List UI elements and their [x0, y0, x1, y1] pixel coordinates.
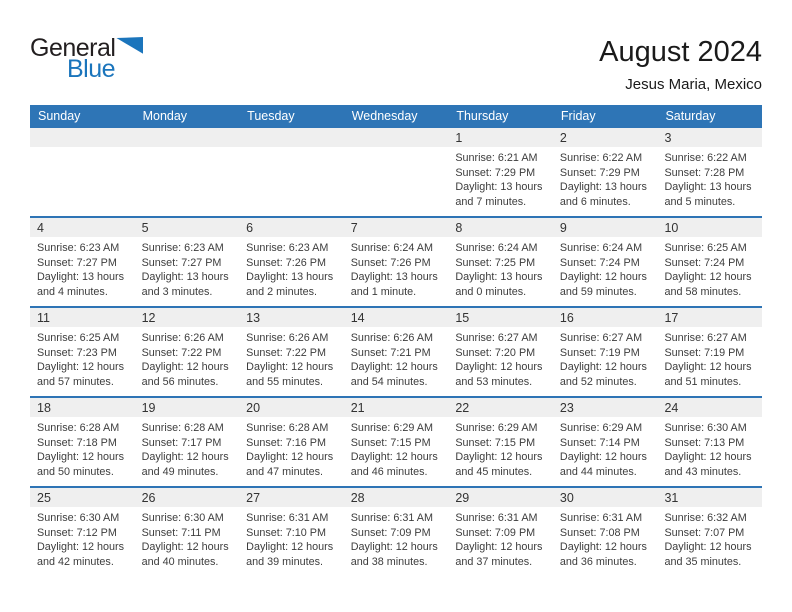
sun-info-line: Sunrise: 6:21 AM — [455, 152, 538, 164]
day-number: 27 — [246, 490, 261, 505]
sun-info-line: Daylight: 12 hours — [350, 541, 438, 554]
day-number-band — [344, 488, 449, 507]
day-cell-13 — [239, 308, 344, 396]
day-cell-body — [30, 147, 135, 151]
day-number: 7 — [350, 220, 358, 235]
sun-info-line: and 51 minutes. — [664, 375, 742, 388]
sun-info-line: Sunset: 7:14 PM — [559, 436, 640, 449]
day-number-band — [553, 488, 658, 507]
day-cell-25 — [30, 488, 135, 576]
day-cell-body — [30, 417, 135, 479]
day-cell-body — [135, 237, 240, 299]
sun-info-line: and 0 minutes. — [455, 285, 527, 298]
sun-info-line: Sunrise: 6:27 AM — [455, 332, 538, 344]
sun-info-line: Daylight: 12 hours — [141, 361, 229, 374]
sun-info-line: and 35 minutes. — [664, 555, 742, 568]
sun-info-line: Daylight: 12 hours — [37, 361, 125, 374]
sun-info-line: Sunset: 7:12 PM — [37, 526, 117, 539]
sun-info-line: Sunrise: 6:26 AM — [141, 332, 224, 344]
day-cell-body — [344, 147, 449, 151]
sun-info-line: Daylight: 12 hours — [350, 361, 438, 374]
day-cell-11 — [30, 308, 135, 396]
sun-info-line: Sunrise: 6:28 AM — [141, 422, 224, 434]
day-number: 9 — [559, 220, 567, 235]
day-number: 5 — [141, 220, 149, 235]
sun-info-line: and 58 minutes. — [664, 285, 742, 298]
logo-triangle-icon — [116, 37, 143, 54]
sun-info-line: and 3 minutes. — [141, 285, 213, 298]
day-number-band — [553, 218, 658, 237]
day-number-band — [239, 218, 344, 237]
day-cell-17 — [657, 308, 762, 396]
day-number: 12 — [141, 310, 156, 325]
sun-info-line: Daylight: 12 hours — [559, 361, 647, 374]
day-number: 22 — [455, 400, 470, 415]
day-number-band — [344, 308, 449, 327]
sun-info-line: Sunset: 7:18 PM — [37, 436, 117, 449]
sun-info-line: and 55 minutes. — [246, 375, 323, 388]
day-number: 26 — [141, 490, 156, 505]
sun-info-line: Sunrise: 6:22 AM — [559, 152, 643, 164]
sun-info-line: Sunset: 7:09 PM — [455, 526, 536, 539]
sun-info-line: Daylight: 13 hours — [455, 271, 543, 284]
day-header-tuesday: Tuesday — [247, 108, 295, 123]
sun-info-line: and 57 minutes. — [37, 375, 114, 388]
sun-info-line: Sunrise: 6:23 AM — [141, 242, 224, 254]
day-header-thursday: Thursday — [456, 108, 509, 123]
sun-info-line: Sunrise: 6:30 AM — [37, 512, 120, 524]
sun-info-line: Sunrise: 6:32 AM — [664, 512, 747, 524]
sun-info-line: and 40 minutes. — [141, 555, 219, 568]
sun-info-line: Sunrise: 6:30 AM — [141, 512, 224, 524]
sun-info-line: Sunrise: 6:22 AM — [664, 152, 747, 164]
day-number-band — [135, 398, 240, 417]
day-number: 23 — [559, 400, 574, 415]
day-cell-body — [657, 507, 762, 569]
calendar-grid — [30, 105, 762, 576]
day-cell-body — [448, 147, 553, 209]
sun-info-line: and 4 minutes. — [37, 285, 108, 298]
day-number: 11 — [37, 310, 50, 325]
sun-info-line: Sunset: 7:26 PM — [350, 256, 431, 269]
week-row — [30, 216, 762, 306]
sun-info-line: Sunset: 7:16 PM — [246, 436, 326, 449]
sun-info-line: Sunset: 7:19 PM — [559, 346, 640, 359]
day-number: 19 — [141, 400, 156, 415]
sun-info-line: Daylight: 12 hours — [141, 541, 229, 554]
day-cell-30 — [553, 488, 658, 576]
day-header-wednesday: Wednesday — [351, 108, 418, 123]
day-cell-19 — [135, 398, 240, 486]
day-cell-1 — [448, 128, 553, 216]
sun-info-line: and 37 minutes. — [455, 555, 533, 568]
sun-info-line: Sunrise: 6:27 AM — [664, 332, 747, 344]
sun-info-line: Daylight: 13 hours — [141, 271, 229, 284]
sun-info-line: Daylight: 13 hours — [37, 271, 125, 284]
sun-info-line: and 54 minutes. — [350, 375, 428, 388]
sun-info-line: and 56 minutes. — [141, 375, 219, 388]
empty-day-cell — [30, 128, 135, 216]
day-number-band — [553, 398, 658, 417]
day-number: 18 — [37, 400, 51, 415]
day-cell-20 — [239, 398, 344, 486]
day-number-band — [30, 398, 135, 417]
day-number-band — [135, 218, 240, 237]
day-cell-15 — [448, 308, 553, 396]
day-number: 20 — [246, 400, 261, 415]
day-number-band — [239, 128, 344, 147]
sun-info-line: and 2 minutes. — [246, 285, 317, 298]
day-number-band — [657, 488, 762, 507]
sun-info-line: Daylight: 13 hours — [246, 271, 334, 284]
sun-info-line: Sunset: 7:24 PM — [559, 256, 640, 269]
sun-info-line: Daylight: 12 hours — [559, 271, 647, 284]
sun-info-line: Sunrise: 6:30 AM — [664, 422, 747, 434]
sun-info-line: Sunset: 7:29 PM — [455, 166, 536, 179]
day-cell-22 — [448, 398, 553, 486]
sun-info-line: Sunset: 7:08 PM — [559, 526, 640, 539]
general-blue-logo — [30, 36, 143, 82]
sun-info-line: Sunrise: 6:29 AM — [455, 422, 538, 434]
sun-info-line: and 43 minutes. — [664, 465, 742, 478]
day-number: 16 — [559, 310, 574, 325]
day-number: 25 — [37, 490, 51, 505]
day-cell-body — [239, 507, 344, 569]
day-cell-body — [30, 507, 135, 569]
day-cell-body — [135, 507, 240, 569]
day-number: 6 — [246, 220, 254, 235]
sun-info-line: Daylight: 12 hours — [350, 451, 438, 464]
sun-info-line: Daylight: 12 hours — [246, 361, 334, 374]
week-row — [30, 126, 762, 216]
sun-info-line: and 42 minutes. — [37, 555, 114, 568]
sun-info-line: Sunset: 7:10 PM — [246, 526, 326, 539]
day-cell-body — [344, 327, 449, 389]
day-cell-10 — [657, 218, 762, 306]
day-cell-body — [135, 417, 240, 479]
day-cell-body — [553, 147, 658, 209]
sun-info-line: Sunset: 7:17 PM — [141, 436, 222, 449]
day-cell-body — [30, 327, 135, 389]
empty-day-cell — [344, 128, 449, 216]
sun-info-line: and 38 minutes. — [350, 555, 428, 568]
sun-info-line: Sunset: 7:15 PM — [455, 436, 536, 449]
day-cell-26 — [135, 488, 240, 576]
empty-day-cell — [239, 128, 344, 216]
day-number-band — [239, 308, 344, 327]
day-cell-12 — [135, 308, 240, 396]
day-cell-body — [448, 417, 553, 479]
day-number: 31 — [664, 490, 679, 505]
sun-info-line: Sunset: 7:07 PM — [664, 526, 745, 539]
day-number-band — [448, 398, 553, 417]
day-number-band — [553, 308, 658, 327]
day-number: 15 — [455, 310, 470, 325]
day-cell-28 — [344, 488, 449, 576]
day-number-band — [30, 308, 135, 327]
day-header-saturday: Saturday — [665, 108, 716, 123]
day-number-band — [135, 488, 240, 507]
sun-info-line: Daylight: 13 hours — [350, 271, 438, 284]
day-header-row — [30, 105, 762, 126]
day-number-band — [657, 308, 762, 327]
sun-info-line: and 1 minute. — [350, 285, 417, 298]
logo-word-blue: Blue — [67, 55, 116, 83]
day-number-band — [448, 218, 553, 237]
day-number-band — [239, 398, 344, 417]
sun-info-line: Sunset: 7:25 PM — [455, 256, 536, 269]
day-number: 24 — [664, 400, 679, 415]
sun-info-line: Daylight: 12 hours — [664, 451, 752, 464]
sun-info-line: and 47 minutes. — [246, 465, 323, 478]
sun-info-line: Sunrise: 6:29 AM — [559, 422, 643, 434]
sun-info-line: Sunrise: 6:23 AM — [246, 242, 329, 254]
day-cell-body — [657, 147, 762, 209]
day-number-band — [239, 488, 344, 507]
day-number-band — [344, 398, 449, 417]
day-cell-body — [657, 237, 762, 299]
day-number: 17 — [664, 310, 679, 325]
day-cell-16 — [553, 308, 658, 396]
day-number: 2 — [559, 130, 567, 145]
sun-info-line: Sunset: 7:21 PM — [350, 346, 431, 359]
sun-info-line: Daylight: 12 hours — [37, 451, 125, 464]
day-cell-body — [135, 147, 240, 151]
sun-info-line: Sunrise: 6:31 AM — [559, 512, 643, 524]
sun-info-line: Sunrise: 6:25 AM — [664, 242, 747, 254]
sun-info-line: Sunset: 7:15 PM — [350, 436, 431, 449]
day-cell-body — [239, 147, 344, 151]
day-cell-body — [344, 507, 449, 569]
sun-info-line: and 36 minutes. — [559, 555, 637, 568]
day-cell-29 — [448, 488, 553, 576]
sun-info-line: and 5 minutes. — [664, 195, 736, 208]
sun-info-line: Sunset: 7:09 PM — [350, 526, 431, 539]
sun-info-line: Sunset: 7:29 PM — [559, 166, 640, 179]
sun-info-line: Sunrise: 6:26 AM — [350, 332, 433, 344]
sun-info-line: and 53 minutes. — [455, 375, 533, 388]
day-cell-body — [657, 327, 762, 389]
day-cell-6 — [239, 218, 344, 306]
sun-info-line: Daylight: 12 hours — [559, 451, 647, 464]
day-number-band — [344, 218, 449, 237]
sun-info-line: and 6 minutes. — [559, 195, 631, 208]
day-number-band — [657, 218, 762, 237]
week-row — [30, 306, 762, 396]
sun-info-line: Daylight: 12 hours — [664, 271, 752, 284]
day-cell-4 — [30, 218, 135, 306]
day-number: 14 — [350, 310, 365, 325]
sun-info-line: Daylight: 12 hours — [455, 541, 543, 554]
sun-info-line: Sunrise: 6:24 AM — [455, 242, 538, 254]
empty-day-cell — [135, 128, 240, 216]
sun-info-line: Sunset: 7:11 PM — [141, 526, 221, 539]
day-number: 21 — [350, 400, 365, 415]
day-cell-body — [553, 507, 658, 569]
day-cell-body — [135, 327, 240, 389]
page-title: August 2024 — [599, 36, 762, 68]
day-number: 13 — [246, 310, 261, 325]
sun-info-line: Sunset: 7:22 PM — [141, 346, 222, 359]
sun-info-line: Sunrise: 6:24 AM — [350, 242, 433, 254]
day-cell-2 — [553, 128, 658, 216]
sun-info-line: Daylight: 13 hours — [559, 181, 647, 194]
sun-info-line: Daylight: 12 hours — [455, 361, 543, 374]
day-cell-24 — [657, 398, 762, 486]
sun-info-line: Daylight: 12 hours — [664, 361, 752, 374]
day-cell-body — [344, 417, 449, 479]
sun-info-line: Sunrise: 6:29 AM — [350, 422, 433, 434]
week-row — [30, 396, 762, 486]
day-cell-body — [30, 237, 135, 299]
week-row — [30, 486, 762, 576]
day-number-band — [135, 128, 240, 147]
sun-info-line: Sunset: 7:22 PM — [246, 346, 326, 359]
day-cell-body — [657, 417, 762, 479]
sun-info-line: Daylight: 12 hours — [246, 451, 334, 464]
day-cell-21 — [344, 398, 449, 486]
sun-info-line: Sunrise: 6:31 AM — [246, 512, 329, 524]
day-number: 4 — [37, 220, 44, 235]
sun-info-line: Daylight: 12 hours — [141, 451, 229, 464]
sun-info-line: Daylight: 12 hours — [455, 451, 543, 464]
sun-info-line: Daylight: 12 hours — [246, 541, 334, 554]
sun-info-line: Sunset: 7:28 PM — [664, 166, 745, 179]
sun-info-line: Sunset: 7:20 PM — [455, 346, 536, 359]
day-header-friday: Friday — [560, 108, 596, 123]
sun-info-line: Sunset: 7:27 PM — [37, 256, 117, 269]
day-number: 30 — [559, 490, 574, 505]
day-cell-body — [448, 237, 553, 299]
day-cell-7 — [344, 218, 449, 306]
day-number: 8 — [455, 220, 463, 235]
day-number-band — [135, 308, 240, 327]
sun-info-line: Sunset: 7:27 PM — [141, 256, 222, 269]
page-subtitle: Jesus Maria, Mexico — [625, 76, 762, 93]
sun-info-line: Sunrise: 6:28 AM — [37, 422, 120, 434]
day-number: 3 — [664, 130, 672, 145]
day-cell-18 — [30, 398, 135, 486]
day-number: 29 — [455, 490, 470, 505]
day-header-monday: Monday — [142, 108, 188, 123]
day-number: 10 — [664, 220, 679, 235]
sun-info-line: Sunset: 7:13 PM — [664, 436, 745, 449]
day-cell-body — [344, 237, 449, 299]
sun-info-line: Sunrise: 6:31 AM — [455, 512, 538, 524]
sun-info-line: Sunrise: 6:27 AM — [559, 332, 643, 344]
sun-info-line: Sunrise: 6:25 AM — [37, 332, 120, 344]
day-cell-9 — [553, 218, 658, 306]
day-cell-body — [448, 327, 553, 389]
day-cell-body — [553, 237, 658, 299]
sun-info-line: Sunset: 7:24 PM — [664, 256, 745, 269]
day-cell-27 — [239, 488, 344, 576]
day-number-band — [30, 488, 135, 507]
day-cell-body — [448, 507, 553, 569]
day-cell-body — [239, 237, 344, 299]
sun-info-line: Daylight: 12 hours — [37, 541, 125, 554]
sun-info-line: and 7 minutes. — [455, 195, 527, 208]
day-cell-8 — [448, 218, 553, 306]
sun-info-line: Sunrise: 6:23 AM — [37, 242, 120, 254]
day-number-band — [657, 398, 762, 417]
sun-info-line: Sunrise: 6:31 AM — [350, 512, 433, 524]
day-number-band — [30, 218, 135, 237]
day-cell-31 — [657, 488, 762, 576]
sun-info-line: Sunset: 7:26 PM — [246, 256, 326, 269]
logo-word-general: General — [30, 34, 116, 62]
sun-info-line: and 46 minutes. — [350, 465, 428, 478]
day-number-band — [448, 308, 553, 327]
day-cell-14 — [344, 308, 449, 396]
sun-info-line: and 44 minutes. — [559, 465, 637, 478]
day-number-band — [553, 128, 658, 147]
sun-info-line: Daylight: 13 hours — [664, 181, 752, 194]
day-number-band — [30, 128, 135, 147]
day-cell-3 — [657, 128, 762, 216]
sun-info-line: Sunset: 7:23 PM — [37, 346, 117, 359]
sun-info-line: and 52 minutes. — [559, 375, 637, 388]
sun-info-line: Daylight: 12 hours — [664, 541, 752, 554]
sun-info-line: and 39 minutes. — [246, 555, 323, 568]
sun-info-line: Sunrise: 6:24 AM — [559, 242, 643, 254]
sun-info-line: Sunrise: 6:28 AM — [246, 422, 329, 434]
day-number-band — [448, 128, 553, 147]
day-cell-23 — [553, 398, 658, 486]
day-cell-5 — [135, 218, 240, 306]
sun-info-line: Sunset: 7:19 PM — [664, 346, 745, 359]
day-number: 1 — [455, 130, 463, 145]
day-cell-body — [553, 417, 658, 479]
sun-info-line: Daylight: 12 hours — [559, 541, 647, 554]
sun-info-line: and 45 minutes. — [455, 465, 533, 478]
sun-info-line: and 50 minutes. — [37, 465, 114, 478]
day-number-band — [344, 128, 449, 147]
day-number: 28 — [350, 490, 365, 505]
sun-info-line: Sunrise: 6:26 AM — [246, 332, 329, 344]
sun-info-line: Daylight: 13 hours — [455, 181, 543, 194]
day-cell-body — [239, 327, 344, 389]
day-number-band — [657, 128, 762, 147]
sun-info-line: and 59 minutes. — [559, 285, 637, 298]
day-cell-body — [553, 327, 658, 389]
day-header-sunday: Sunday — [38, 108, 81, 123]
day-number-band — [448, 488, 553, 507]
sun-info-line: and 49 minutes. — [141, 465, 219, 478]
day-cell-body — [239, 417, 344, 479]
